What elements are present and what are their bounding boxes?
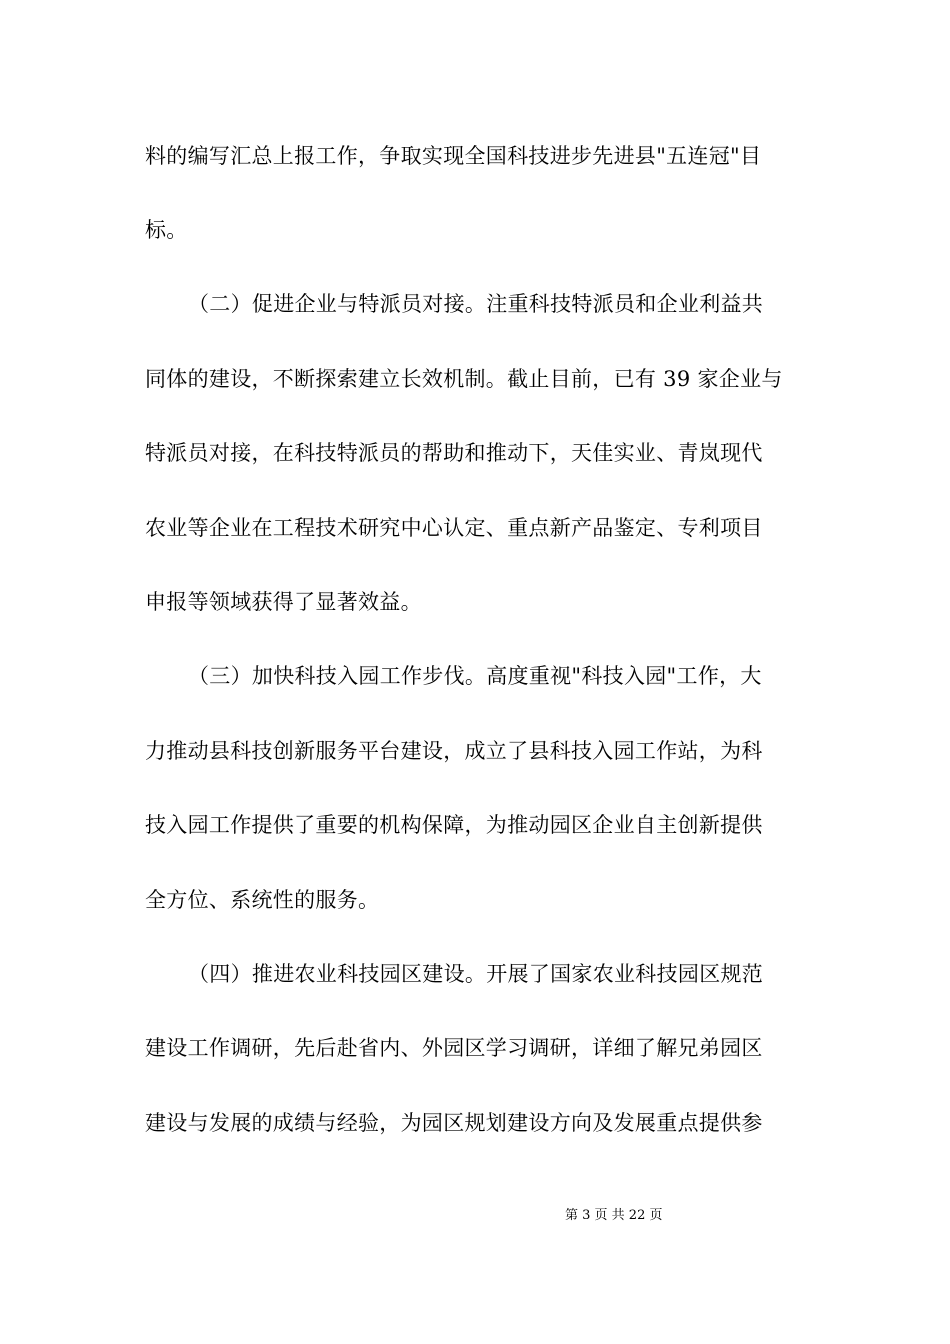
paragraph-2-start: （二）促进企业与特派员对接。注重科技特派员和企业利益共	[188, 292, 764, 316]
body-line-9: 力推动县科技创新服务平台建设，成立了县科技入园工作站，为科	[145, 739, 763, 763]
paragraph-4-start: （四）推进农业科技园区建设。开展了国家农业科技园区规范	[188, 962, 764, 986]
page-number: 第 3 页 共 22 页	[565, 1208, 663, 1223]
body-line-14: 建设与发展的成绩与经验，为园区规划建设方向及发展重点提供参	[145, 1111, 763, 1135]
body-line-10: 技入园工作提供了重要的机构保障，为推动园区企业自主创新提供	[145, 813, 763, 837]
body-line-13: 建设工作调研，先后赴省内、外园区学习调研，详细了解兄弟园区	[145, 1036, 763, 1060]
body-line-5: 特派员对接，在科技特派员的帮助和推动下，天佳实业、青岚现代	[145, 441, 763, 465]
body-line-6: 农业等企业在工程技术研究中心认定、重点新产品鉴定、专利项目	[145, 516, 763, 540]
body-line-1: 料的编写汇总上报工作，争取实现全国科技进步先进县"五连冠"目	[145, 144, 762, 168]
body-line-7: 申报等领域获得了显著效益。	[145, 590, 422, 614]
paragraph-3-start: （三）加快科技入园工作步伐。高度重视"科技入园"工作，大	[188, 664, 762, 688]
body-line-4: 同体的建设，不断探索建立长效机制。截止目前，已有 39 家企业与	[145, 367, 783, 391]
body-line-11: 全方位、系统性的服务。	[145, 888, 380, 912]
body-line-2: 标。	[145, 218, 188, 242]
